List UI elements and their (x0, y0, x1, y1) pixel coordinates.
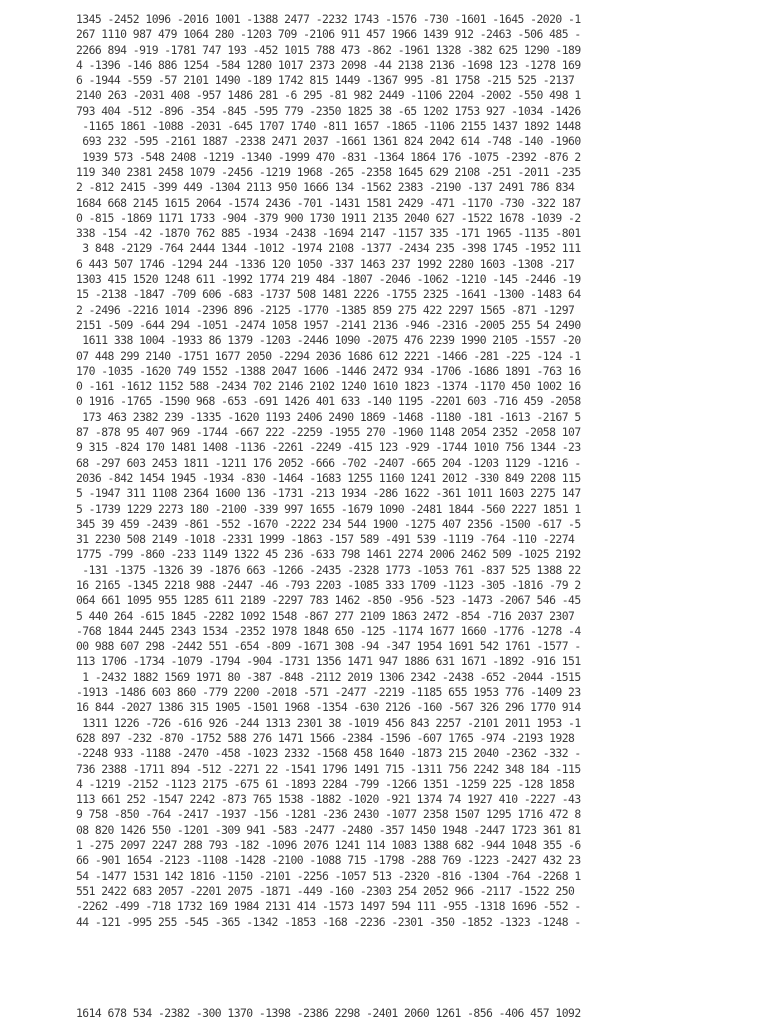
number-line: 693 232 -595 -2161 1887 -2338 2471 2037 -1661 1361 824 2042 614 -748 -140 -1960 (76, 134, 581, 149)
number-line: 1311 1226 -726 -616 926 -244 1313 2301 38 -1019 456 843 2257 -2101 2011 1953 -1 (76, 715, 581, 730)
number-line: 1684 668 2145 1615 2064 -1574 2436 -701 -1431 1581 2429 -471 -1170 -730 -322 187 (76, 195, 581, 210)
number-line: 1303 415 1520 1248 611 -1992 1774 219 484 -1807 -2046 -1062 -1210 -145 -2446 -19 (76, 272, 581, 287)
number-line: 08 820 1426 550 -1201 -309 941 -583 -2477 -2480 -357 1450 1948 -2447 1723 361 81 (76, 822, 581, 837)
number-line: 31 2230 508 2149 -1018 -2331 1999 -1863 -157 589 -491 539 -1119 -764 -110 -2274 (76, 532, 575, 547)
number-line: 68 -297 603 2453 1811 -1211 176 2052 -666 -702 -2407 -665 204 -1203 1129 -1216 - (76, 455, 581, 470)
number-line: 345 39 459 -2439 -861 -552 -1670 -2222 234 544 1900 -1275 407 2356 -1500 -617 -5 (76, 516, 581, 531)
number-line: 1939 573 -548 2408 -1219 -1340 -1999 470 -831 -1364 1864 176 -1075 -2392 -876 2 (76, 149, 581, 164)
number-line: 793 404 -512 -896 -354 -845 -595 779 -2350 1825 38 -65 1202 1753 927 -1034 -1426 (76, 103, 581, 118)
number-line: 113 661 252 -1547 2242 -873 765 1538 -1882 -1020 -921 1374 74 1927 410 -2227 -43 (76, 792, 581, 807)
number-line: 736 2388 -1711 894 -512 -2271 22 -1541 1796 1491 715 -1311 756 2242 348 184 -115 (76, 761, 581, 776)
number-line: 173 463 2382 239 -1335 -1620 1193 2406 2490 1869 -1468 -1180 -181 -1613 -2167 5 (76, 409, 581, 424)
number-line: 9 315 -824 170 1481 1408 -1136 -2261 -2249 -415 123 -929 -1744 1010 756 1344 -23 (76, 440, 581, 455)
number-line: 113 1706 -1734 -1079 -1794 -904 -1731 1356 1471 947 1886 631 1671 -1892 -916 151 (76, 654, 581, 669)
number-line: 07 448 299 2140 -1751 1677 2050 -2294 2036 1686 612 2221 -1466 -281 -225 -124 -1 (76, 348, 581, 363)
number-line: 0 1916 -1765 -1590 968 -653 -691 1426 401 633 -140 1195 -2201 603 -716 459 -2058 (76, 394, 581, 409)
number-line: 00 988 607 298 -2442 551 -654 -809 -1671 308 -94 -347 1954 1691 542 1761 -1577 - (76, 639, 581, 654)
number-line: 0 -815 -1869 1171 1733 -904 -379 900 1730 1911 2135 2040 627 -1522 1678 -1039 -2 (76, 210, 581, 225)
number-line: -1913 -1486 603 860 -779 2200 -2018 -571 -2477 -2219 -1185 655 1953 776 -1409 23 (76, 685, 581, 700)
number-line: 1 -2432 1882 1569 1971 80 -387 -848 -2112 2019 1306 2342 -2438 -652 -2044 -1515 (76, 669, 581, 684)
number-line: 064 661 1095 955 1285 611 2189 -2297 783 1462 -850 -956 -523 -1473 -2067 546 -45 (76, 593, 581, 608)
number-line: 16 2165 -1345 2218 988 -2447 -46 -793 2203 -1085 333 1709 -1123 -305 -1816 -79 2 (76, 577, 581, 592)
number-line: 5 -1947 311 1108 2364 1600 136 -1731 -213 1934 -286 1622 -361 1011 1603 2275 147 (76, 486, 581, 501)
number-line: -131 -1375 -1326 39 -1876 663 -1266 -2435 -2328 1773 -1053 761 -837 525 1388 22 (76, 562, 581, 577)
number-line: 87 -878 95 407 969 -1744 -667 222 -2259 -1955 270 -1960 1148 2054 2352 -2058 107 (76, 425, 581, 440)
number-line: 54 -1477 1531 142 1816 -1150 -2101 -2256 -1057 513 -2320 -816 -1304 -764 -2268 1 (76, 868, 581, 883)
number-line: 1345 -2452 1096 -2016 1001 -1388 2477 -2232 1743 -1576 -730 -1601 -1645 -2020 -1 (76, 12, 581, 26)
number-line: 338 -154 -42 -1870 762 885 -1934 -2438 -1694 2147 -1157 335 -171 1965 -1135 -801 (76, 226, 581, 241)
number-line: 119 340 2381 2458 1079 -2456 -1219 1968 -265 -2358 1645 629 2108 -251 -2011 -235 (76, 164, 581, 179)
number-line: 66 -901 1654 -2123 -1108 -1428 -2100 -1088 715 -1798 -288 769 -1223 -2427 432 23 (76, 853, 581, 868)
number-line: -2248 933 -1188 -2470 -458 -1023 2332 -1568 458 1640 -1873 215 2040 -2362 -332 - (76, 746, 581, 761)
number-line: 551 2422 683 2057 -2201 2075 -1871 -449 -160 -2303 254 2052 966 -2117 -1522 250 (76, 883, 575, 898)
number-line: 16 844 -2027 1386 315 1905 -1501 1968 -1354 -630 2126 -160 -567 326 296 1770 914 (76, 700, 581, 715)
number-text-block (76, 12, 676, 930)
number-line: 6 -1944 -559 -57 2101 1490 -189 1742 815 1449 -1367 995 -81 1758 -215 525 -2137 (76, 73, 575, 88)
number-line: 0 -161 -1612 1152 588 -2434 702 2146 2102 1240 1610 1823 -1374 -1170 450 1002 16 (76, 379, 581, 394)
number-line: 2 -812 2415 -399 449 -1304 2113 950 1666 134 -1562 2383 -2190 -137 2491 786 834 (76, 180, 575, 195)
number-line: -1165 1861 -1088 -2031 -645 1707 1740 -811 1657 -1865 -1106 2155 1437 1892 1448 (76, 119, 581, 134)
number-line: 44 -121 -995 255 -545 -365 -1342 -1853 -168 -2236 -2301 -350 -1852 -1323 -1248 - (76, 914, 581, 929)
number-line: 9 758 -850 -764 -2417 -1937 -156 -1281 -236 2430 -1077 2358 1507 1295 1716 472 8 (76, 807, 581, 822)
number-line: 2 -2496 -2216 1014 -2396 896 -2125 -1770 -1385 859 275 422 2297 1565 -871 -1297 (76, 302, 575, 317)
number-line: 170 -1035 -1620 749 1552 -1388 2047 1606 -1446 2472 934 -1706 -1686 1891 -763 16 (76, 363, 581, 378)
number-line: 5 -1739 1229 2273 180 -2100 -339 997 1655 -1679 1090 -2481 1844 -560 2227 1851 1 (76, 501, 581, 516)
number-line: 5 440 264 -615 1845 -2282 1092 1548 -867 277 2109 1863 2472 -854 -716 2037 2307 (76, 608, 575, 623)
number-line: 6 443 507 1746 -1294 244 -1336 120 1050 -337 1463 237 1992 2280 1603 -1308 -217 (76, 256, 575, 271)
number-line: 267 1110 987 479 1064 280 -1203 709 -2106 911 457 1966 1439 912 -2463 -506 485 - (76, 27, 581, 42)
number-line: 4 -1396 -146 886 1254 -584 1280 1017 2373 2098 -44 2138 2136 -1698 123 -1278 169 (76, 57, 581, 72)
number-line: -768 1844 2445 2343 1534 -2352 1978 1848 650 -125 -1174 1677 1660 -1776 -1278 -4 (76, 623, 581, 638)
number-line: 2151 -509 -644 294 -1051 -2474 1058 1957 -2141 2136 -946 -2316 -2005 255 54 2490 (76, 317, 581, 332)
number-line: 2266 894 -919 -1781 747 193 -452 1015 788 473 -862 -1961 1328 -382 625 1290 -189 (76, 42, 581, 57)
number-line: 2140 263 -2031 408 -957 1486 281 -6 295 -81 982 2449 -1106 2204 -2002 -550 498 1 (76, 88, 581, 103)
number-line: 1775 -799 -860 -233 1149 1322 45 236 -633 798 1461 2274 2006 2462 509 -1025 2192 (76, 547, 581, 562)
number-line: -2262 -499 -718 1732 169 1984 2131 414 -1573 1497 594 111 -955 -1318 1696 -552 - (76, 899, 581, 914)
footer-number-line: 1614 678 534 -2382 -300 1370 -1398 -2386 2298 -2401 2060 1261 -856 -406 457 1092 (76, 1006, 581, 1020)
number-line: 4 -1219 -2152 -1123 2175 -675 61 -1893 2284 -799 -1266 1351 -1259 225 -128 1858 (76, 776, 575, 791)
number-line: 1 -275 2097 2247 288 793 -182 -1096 2076 1241 114 1083 1388 682 -944 1048 355 -6 (76, 838, 581, 853)
number-line: 3 848 -2129 -764 2444 1344 -1012 -1974 2108 -1377 -2434 235 -398 1745 -1952 111 (76, 241, 581, 256)
number-line: 15 -2138 -1847 -709 606 -683 -1737 508 1481 2226 -1755 2325 -1641 -1300 -1483 64 (76, 287, 581, 302)
number-line: 628 897 -232 -870 -1752 588 276 1471 1566 -2384 -1596 -607 1765 -974 -2193 1928 (76, 730, 575, 745)
number-line: 2036 -842 1454 1945 -1934 -830 -1464 -1683 1255 1160 1241 2012 -330 849 2208 115 (76, 470, 581, 485)
number-line: 1611 338 1004 -1933 86 1379 -1203 -2446 1090 -2075 476 2239 1990 2105 -1557 -20 (76, 333, 581, 348)
